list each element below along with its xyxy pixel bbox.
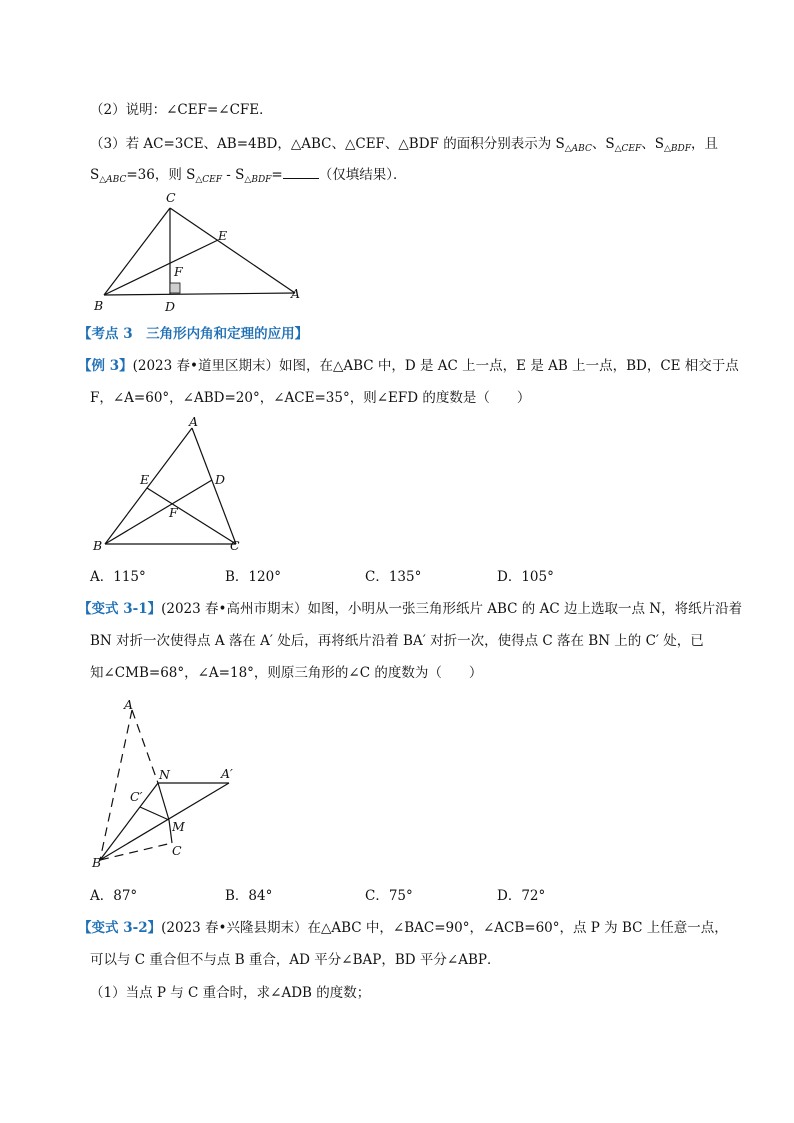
minus: - S bbox=[222, 167, 245, 183]
segment-bd bbox=[105, 480, 212, 544]
sub-cef: △CEF bbox=[614, 144, 642, 154]
example-3-line2: F，∠A=60°，∠ABD=20°，∠ACE=35°，则∠EFD 的度数是（ ） bbox=[90, 390, 531, 406]
label-b: B bbox=[92, 855, 102, 870]
part3-end: ，且 bbox=[690, 136, 718, 152]
question-part-3-line1 bbox=[90, 135, 718, 158]
segment-ab-dashed bbox=[100, 710, 132, 860]
example-3-option-b[interactable]: B．120° bbox=[225, 569, 281, 585]
segment-ac bbox=[192, 428, 236, 544]
s-abc-sub: △ABC bbox=[99, 175, 127, 185]
label-f: F bbox=[169, 505, 178, 520]
label-b: B bbox=[94, 298, 104, 313]
segment-ce bbox=[147, 488, 236, 544]
variant-3-1-line2: BN 对折一次使得点 A 落在 A′ 处后，再将纸片沿着 BA′ 对折一次，使得点 C 落在 BN 上的 C′ 处，已 bbox=[90, 633, 704, 649]
segment-c2m bbox=[140, 807, 169, 820]
variant-3-1-line3: 知∠CMB=68°，∠A=18°，则原三角形的∠C 的度数为（ ） bbox=[90, 665, 483, 681]
segment-an-dashed bbox=[132, 710, 158, 783]
s-bdf-sub: △BDF bbox=[244, 175, 272, 185]
s-abc: S bbox=[90, 167, 100, 183]
label-f: F bbox=[174, 264, 183, 279]
example-3-tag: 【例 3】 bbox=[78, 358, 133, 374]
label-c: C bbox=[166, 190, 176, 205]
example-3-option-c[interactable]: C．135° bbox=[365, 569, 422, 585]
variant-3-1-text1: (2023 春•高州市期末）如图，小明从一张三角形纸片 ABC 的 AC 边上选取一点 N，将纸片沿着 bbox=[161, 601, 743, 617]
label-n: N bbox=[159, 767, 170, 782]
variant-3-2-tag: 【变式 3-2】 bbox=[78, 920, 162, 936]
label-b: B bbox=[93, 538, 103, 553]
label-a: A bbox=[124, 697, 134, 712]
variant-3-1-option-a[interactable]: A．87° bbox=[90, 888, 138, 904]
label-m: M bbox=[172, 819, 185, 834]
variant-3-2-line1 bbox=[78, 919, 728, 937]
fill-result-note: （仅填结果）． bbox=[318, 167, 407, 183]
label-e: E bbox=[140, 472, 150, 487]
label-d: D bbox=[165, 299, 176, 314]
sub-bdf: △BDF bbox=[663, 144, 691, 154]
label-a: A bbox=[291, 286, 301, 301]
sep2: 、S bbox=[641, 136, 664, 152]
sep1: 、S bbox=[591, 136, 615, 152]
equals-36: =36，则 S bbox=[126, 167, 196, 183]
variant-3-2-text1: (2023 春•兴隆县期末）在△ABC 中，∠BAC=90°，∠ACB=60°，点 P 为 BC 上任意一点， bbox=[161, 920, 728, 936]
segment-ca bbox=[170, 208, 295, 293]
example-3-line1 bbox=[78, 357, 739, 375]
label-a: A bbox=[189, 414, 199, 429]
variant-3-1-option-d[interactable]: D．72° bbox=[497, 888, 546, 904]
example-3-text1: (2023 春•道里区期末）如图，在△ABC 中，D 是 AC 上一点，E 是 AB 上一点，BD，CE 相交于点 bbox=[132, 358, 739, 374]
answer-blank[interactable] bbox=[283, 166, 319, 179]
figure-triangle-cdf bbox=[90, 190, 310, 315]
label-e: E bbox=[218, 228, 228, 243]
equals: = bbox=[271, 167, 283, 183]
variant-3-1-option-b[interactable]: B．84° bbox=[225, 888, 273, 904]
label-a-prime: A′ bbox=[221, 766, 233, 781]
example-3-option-d[interactable]: D．105° bbox=[497, 569, 554, 585]
variant-3-1-line1 bbox=[78, 600, 742, 618]
label-c: C bbox=[172, 843, 182, 858]
segment-ba2 bbox=[100, 783, 229, 860]
sub-abc: △ABC bbox=[564, 144, 592, 154]
label-c-prime: C′ bbox=[130, 789, 143, 804]
question-part-3-line2 bbox=[90, 166, 406, 189]
section-3-title: 【考点 3 三角形内角和定理的应用】 bbox=[78, 326, 309, 342]
segment-be bbox=[104, 240, 218, 295]
example-3-option-a[interactable]: A．115° bbox=[90, 569, 146, 585]
question-part-2: （2）说明：∠CEF=∠CFE． bbox=[90, 102, 273, 118]
figure-variant-3-1 bbox=[88, 695, 258, 875]
right-angle-mark bbox=[170, 283, 180, 293]
segment-nm bbox=[158, 783, 169, 820]
segment-ba bbox=[104, 293, 295, 295]
label-c: C bbox=[230, 538, 240, 553]
segment-bc bbox=[104, 208, 170, 295]
variant-3-1-option-c[interactable]: C．75° bbox=[365, 888, 413, 904]
figure-example-3 bbox=[88, 414, 258, 560]
variant-3-2-line2: 可以与 C 重合但不与点 B 重合，AD 平分∠BAP，BD 平分∠ABP． bbox=[90, 952, 501, 968]
part3-text: （3）若 AC=3CE、AB=4BD，△ABC、△CEF、△BDF 的面积分别表示为 S bbox=[90, 136, 565, 152]
label-d: D bbox=[215, 472, 226, 487]
variant-3-1-tag: 【变式 3-1】 bbox=[78, 601, 162, 617]
s-cef-sub: △CEF bbox=[195, 175, 222, 185]
variant-3-2-line3: （1）当点 P 与 C 重合时，求∠ADB 的度数； bbox=[90, 985, 371, 1001]
